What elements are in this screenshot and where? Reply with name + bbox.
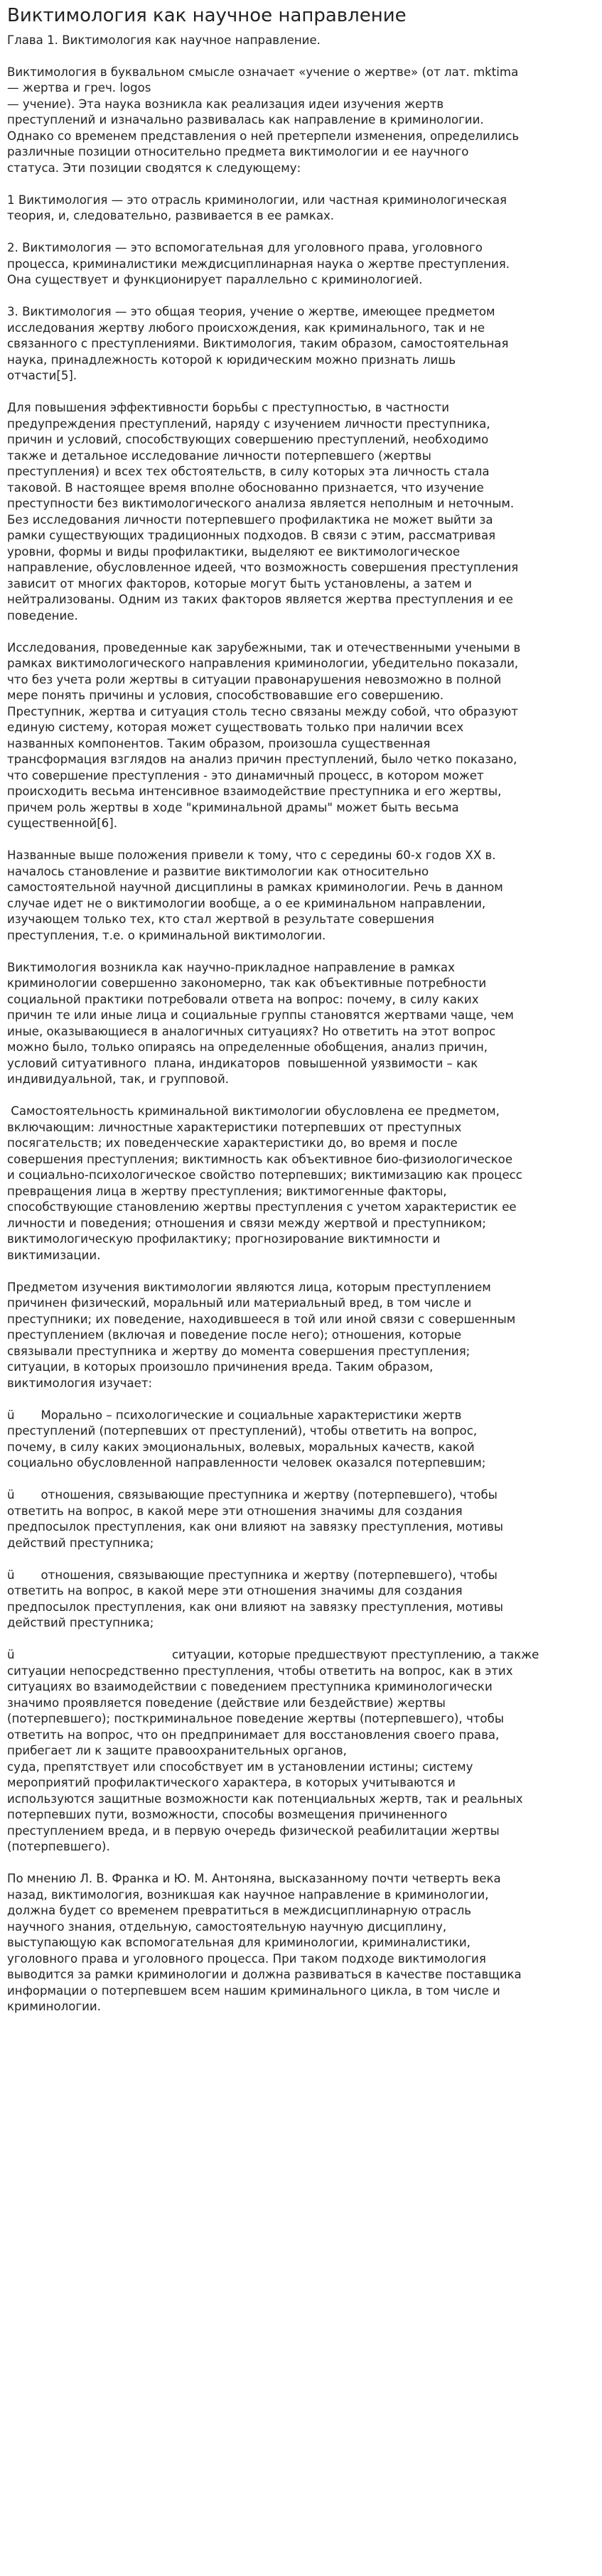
text-line: значимо проявляется поведение (действие или бездействие) жертвы xyxy=(7,1696,446,1710)
text-line: условий ситуативного плана, индикаторов повышенной уязвимости – как xyxy=(7,1056,478,1070)
text-line: Преступник, жертва и ситуация столь тесно связаны между собой, что образуют xyxy=(7,704,518,718)
chapter-heading: Глава 1. Виктимология как научное направление. xyxy=(7,33,321,47)
text-line: Исследования, проведенные как зарубежными, так и отечественными учеными в xyxy=(7,640,521,654)
text-line: ü Морально – психологические и социальные характеристики жертв xyxy=(7,1408,462,1422)
text-line: статуса. Эти позиции сводятся к следующему: xyxy=(7,161,301,175)
text-line: происходить весьма интенсивное взаимодействие преступника и его жертвы, xyxy=(7,785,502,798)
text-line: изучающем только тех, кто стал жертвой в результате совершения xyxy=(7,912,434,926)
text-line: Однако со временем представления о ней претерпели изменения, определились xyxy=(7,129,520,143)
paragraph xyxy=(7,240,592,289)
text-line: отчасти[5]. xyxy=(7,369,77,382)
text-line: началось становление и развитие виктимологии как относительно xyxy=(7,864,429,878)
text-line: преступлением (включая и поведение после него); отношения, которые xyxy=(7,1328,462,1342)
text-line: виктимологическую профилактику; прогнозирование виктимности и xyxy=(7,1232,441,1246)
text-line: ü ситуации, которые предшествуют преступлению, а также xyxy=(7,1648,539,1661)
text-line: выводится за рамки криминологии и должна развиваться в качестве поставщика xyxy=(7,1968,522,1981)
text-line: названных компонентов. Таким образом, произошла существенная xyxy=(7,736,431,750)
text-line: виктимизации. xyxy=(7,1248,101,1262)
text-line: 1 Виктимология — это отрасль криминологии, или частная криминологическая xyxy=(7,193,507,207)
text-line: таковой. В настоящее время вполне обоснованно признается, что изучение xyxy=(7,480,484,495)
document-body xyxy=(7,65,592,2015)
text-line: преступности без виктимологического анализа является неполным и неточным. xyxy=(7,497,515,510)
text-line: По мнению Л. В. Франка и Ю. М. Антоняна, высказанному почти четверть века xyxy=(7,1872,501,1885)
text-line: Названные выше положения привели к тому, что с середины 60-х годов XX в. xyxy=(7,848,496,862)
text-line: мере понять причины и условия, способствовавшие его совершению. xyxy=(7,689,444,702)
text-line: связанного с преступлениями. Виктимология, таким образом, самостоятельная xyxy=(7,337,509,350)
text-line: информации о потерпевшем всем нашим криминального цикла, в том числе и xyxy=(7,1983,500,1998)
text-line: связывали преступника и жертву до момента совершения преступления; xyxy=(7,1344,471,1358)
text-line: посягательств; их поведенческие характеристики до, во время и после xyxy=(7,1136,458,1150)
text-line: преступлений и изначально развивалась как направление в криминологии. xyxy=(7,113,484,126)
text-line: причем роль жертвы в ходе "криминальной драмы" может быть весьма xyxy=(7,800,459,814)
text-line: личности и поведения; отношения и связи между жертвой и преступником; xyxy=(7,1216,486,1230)
text-line: преступления, т.е. о криминальной виктимологии. xyxy=(7,928,326,942)
text-line: предупреждения преступлений, наряду с изучением личности преступника, xyxy=(7,416,490,431)
text-line: уровни, формы и виды профилактики, выделяют ее виктимологическое xyxy=(7,544,461,559)
text-line: уголовного права и уголовного процесса. При таком подходе виктимология xyxy=(7,1951,486,1966)
text-line: Виктимология возникла как научно-прикладное направление в рамках xyxy=(7,960,455,974)
text-line: — учение). Эта наука возникла как реализация идеи изучения жертв xyxy=(7,97,444,111)
text-line: используются защитные возможности как потенциальных жертв, так и реальных xyxy=(7,1791,523,1806)
paragraph xyxy=(7,640,592,832)
text-line: социальной практики потребовали ответа на вопрос: почему, в силу каких xyxy=(7,992,479,1006)
text-line: Без исследования личности потерпевшего профилактика не может выйти за xyxy=(7,512,493,527)
text-line: должна будет со временем превратиться в междисциплинарную отрасль xyxy=(7,1904,472,1917)
text-line: превращения лица в жертву преступления; виктимогенные факторы, xyxy=(7,1184,447,1198)
text-line: ответить на вопрос, в какой мере эти отношения значимы для создания xyxy=(7,1504,463,1518)
paragraph xyxy=(7,304,592,384)
text-line: виктимология изучает: xyxy=(7,1376,153,1390)
text-line: Для повышения эффективности борьбы с преступностью, в частности xyxy=(7,401,450,414)
text-line: Самостоятельность криминальной виктимологии обусловлена ее предметом, xyxy=(7,1104,500,1118)
text-line: ü отношения, связывающие преступника и жертву (потерпевшего), чтобы xyxy=(7,1568,498,1582)
text-line: криминологии. xyxy=(7,2000,101,2013)
text-line: нейтрализованы. Одним из таких факторов является жертва преступления и ее xyxy=(7,593,513,606)
text-line: криминологии совершенно закономерно, так как объективные потребности xyxy=(7,976,487,990)
text-line: наука, принадлежность которой к юридическим можно признать лишь xyxy=(7,352,456,367)
paragraph xyxy=(7,1104,592,1263)
text-line: индивидуальной, так, и групповой. xyxy=(7,1072,230,1086)
page-title: Виктимология как научное направление xyxy=(7,5,407,26)
text-line: ситуации непосредственно преступления, чтобы ответить на вопрос, как в этих xyxy=(7,1664,513,1678)
text-line: можно было, только опираясь на определенные обобщения, анализ причин, xyxy=(7,1040,488,1054)
text-line: ситуациях во взаимодействии с поведением преступника криминологически xyxy=(7,1680,493,1693)
text-line: направление, обусловленное идеей, что возможность совершения преступления xyxy=(7,561,519,574)
text-line: 3. Виктимология — это общая теория, учение о жертве, имеющее предметом xyxy=(7,305,495,318)
text-line: поведение. xyxy=(7,608,78,623)
text-line: Она существует и функционирует параллельно с криминологией. xyxy=(7,273,423,286)
text-line: зависит от многих факторов, которые могут быть установлены, а затем и xyxy=(7,576,472,591)
text-line: исследования жертву любого происхождения, как криминального, так и не xyxy=(7,320,485,335)
text-line: самостоятельной научной дисциплины в рамках криминологии. Речь в данном xyxy=(7,880,503,894)
paragraph xyxy=(7,1871,592,2015)
text-line: способствующие становлению жертвы преступления с учетом характеристик ее xyxy=(7,1200,517,1214)
text-line: социально обусловленной направленности человек оказался потерпевшим; xyxy=(7,1456,486,1470)
text-line: Предметом изучения виктимологии являются лица, которым преступлением xyxy=(7,1280,491,1294)
text-line: рамках виктимологического направления криминологии, убедительно показали, xyxy=(7,657,519,670)
text-line: научного знания, отдельную, самостоятельную научную дисциплину, xyxy=(7,1919,447,1934)
text-line: ответить на вопрос, что он предпринимает для восстановления своего права, xyxy=(7,1728,500,1742)
text-line: мероприятий профилактического характера, в которых учитываются и xyxy=(7,1776,456,1789)
paragraph xyxy=(7,848,592,944)
paragraph xyxy=(7,193,592,225)
text-line: случае идет не о виктимологии вообще, а о ее криминальном направлении, xyxy=(7,896,486,910)
text-line: что без учета роли жертвы в ситуации правонарушения невозможно в полной xyxy=(7,672,502,686)
text-line: 2. Виктимология — это вспомогательная для уголовного права, уголовного xyxy=(7,241,483,254)
text-line: действий преступника; xyxy=(7,1536,154,1550)
text-line: рамки существующих традиционных подходов. В связи с этим, рассматривая xyxy=(7,529,496,542)
paragraph xyxy=(7,1647,592,1855)
text-line: преступления) и всех тех обстоятельств, в силу которых эта личность стала xyxy=(7,465,490,478)
text-line: назад, виктимология, возникшая как научное направление в криминологии, xyxy=(7,1887,489,1902)
text-line: — жертва и греч. logos xyxy=(7,81,151,95)
text-line: почему, в силу каких эмоциональных, волевых, моральных качеств, какой xyxy=(7,1440,475,1454)
text-line: преступлением вреда, и в первую очередь физической реабилитации жертвы xyxy=(7,1823,500,1838)
paragraph xyxy=(7,1568,592,1632)
text-line: ситуации, в которых произошло причинения вреда. Таким образом, xyxy=(7,1360,434,1374)
text-line: причин те или иные лица и социальные группы становятся жертвами чаще, чем xyxy=(7,1008,514,1022)
text-line: различные позиции относительно предмета виктимологии и ее научного xyxy=(7,145,469,158)
text-line: процесса, криминалистики междисциплинарная наука о жертве преступления. xyxy=(7,257,510,271)
text-line: единую систему, которая может существовать только при наличии всех xyxy=(7,721,464,734)
text-line: преступники; их поведение, находившееся в той или иной связи с совершенным xyxy=(7,1312,516,1326)
text-line: трансформация взглядов на анализ причин преступлений, было четко показано, xyxy=(7,753,517,766)
text-line: теория, и, следовательно, развивается в ее рамках. xyxy=(7,209,335,222)
text-line: действий преступника; xyxy=(7,1616,154,1629)
text-line: причин и условий, способствующих совершению преступлений, необходимо xyxy=(7,433,489,446)
paragraph xyxy=(7,65,592,177)
text-line: ü отношения, связывающие преступника и жертву (потерпевшего), чтобы xyxy=(7,1488,498,1502)
text-line: потерпевших пути, возможности, способы возмещения причиненного xyxy=(7,1808,448,1821)
text-line: предпосылок преступления, как они влияют на завязку преступления, мотивы xyxy=(7,1520,504,1534)
text-line: включающим: личностные характеристики потерпевших от преступных xyxy=(7,1120,462,1134)
text-line: что совершение преступления - это динамичный процесс, в котором может xyxy=(7,768,484,782)
paragraph xyxy=(7,1408,592,1472)
paragraph xyxy=(7,960,592,1088)
text-line: преступлений (потерпевших от преступлений), чтобы ответить на вопрос, xyxy=(7,1424,478,1438)
paragraph xyxy=(7,1280,592,1392)
text-line: существенной[6]. xyxy=(7,817,117,830)
text-line: Виктимология в буквальном смысле означает «учение о жертве» (от лат. mktima xyxy=(7,65,519,79)
text-line: и социально-психологическое свойство потерпевших; виктимизацию как процесс xyxy=(7,1168,522,1182)
text-line: предпосылок преступления, как они влияют на завязку преступления, мотивы xyxy=(7,1600,504,1614)
text-line: совершения преступления; виктимность как объективное био-физиологическое xyxy=(7,1152,513,1166)
text-line: также и детальное исследование личности потерпевшего (жертвы xyxy=(7,448,431,463)
paragraph xyxy=(7,400,592,624)
text-line: ответить на вопрос, в какой мере эти отношения значимы для создания xyxy=(7,1584,463,1597)
text-line: выступающую как вспомогательная для криминологии, криминалистики, xyxy=(7,1936,471,1949)
text-line: иные, оказывающиеся в аналогичных ситуациях? Но ответить на этот вопрос xyxy=(7,1024,496,1038)
text-line: (потерпевшего). xyxy=(7,1840,110,1853)
text-line: причинен физический, моральный или материальный вред, в том числе и xyxy=(7,1296,472,1310)
text-line: суда, препятствует или способствует им в установлении истины; систему xyxy=(7,1759,473,1774)
text-line: (потерпевшего); посткриминальное поведение жертвы (потерпевшего), чтобы xyxy=(7,1712,504,1725)
paragraph xyxy=(7,1487,592,1551)
text-line: прибегает ли к защите правоохранительных органов, xyxy=(7,1744,347,1757)
